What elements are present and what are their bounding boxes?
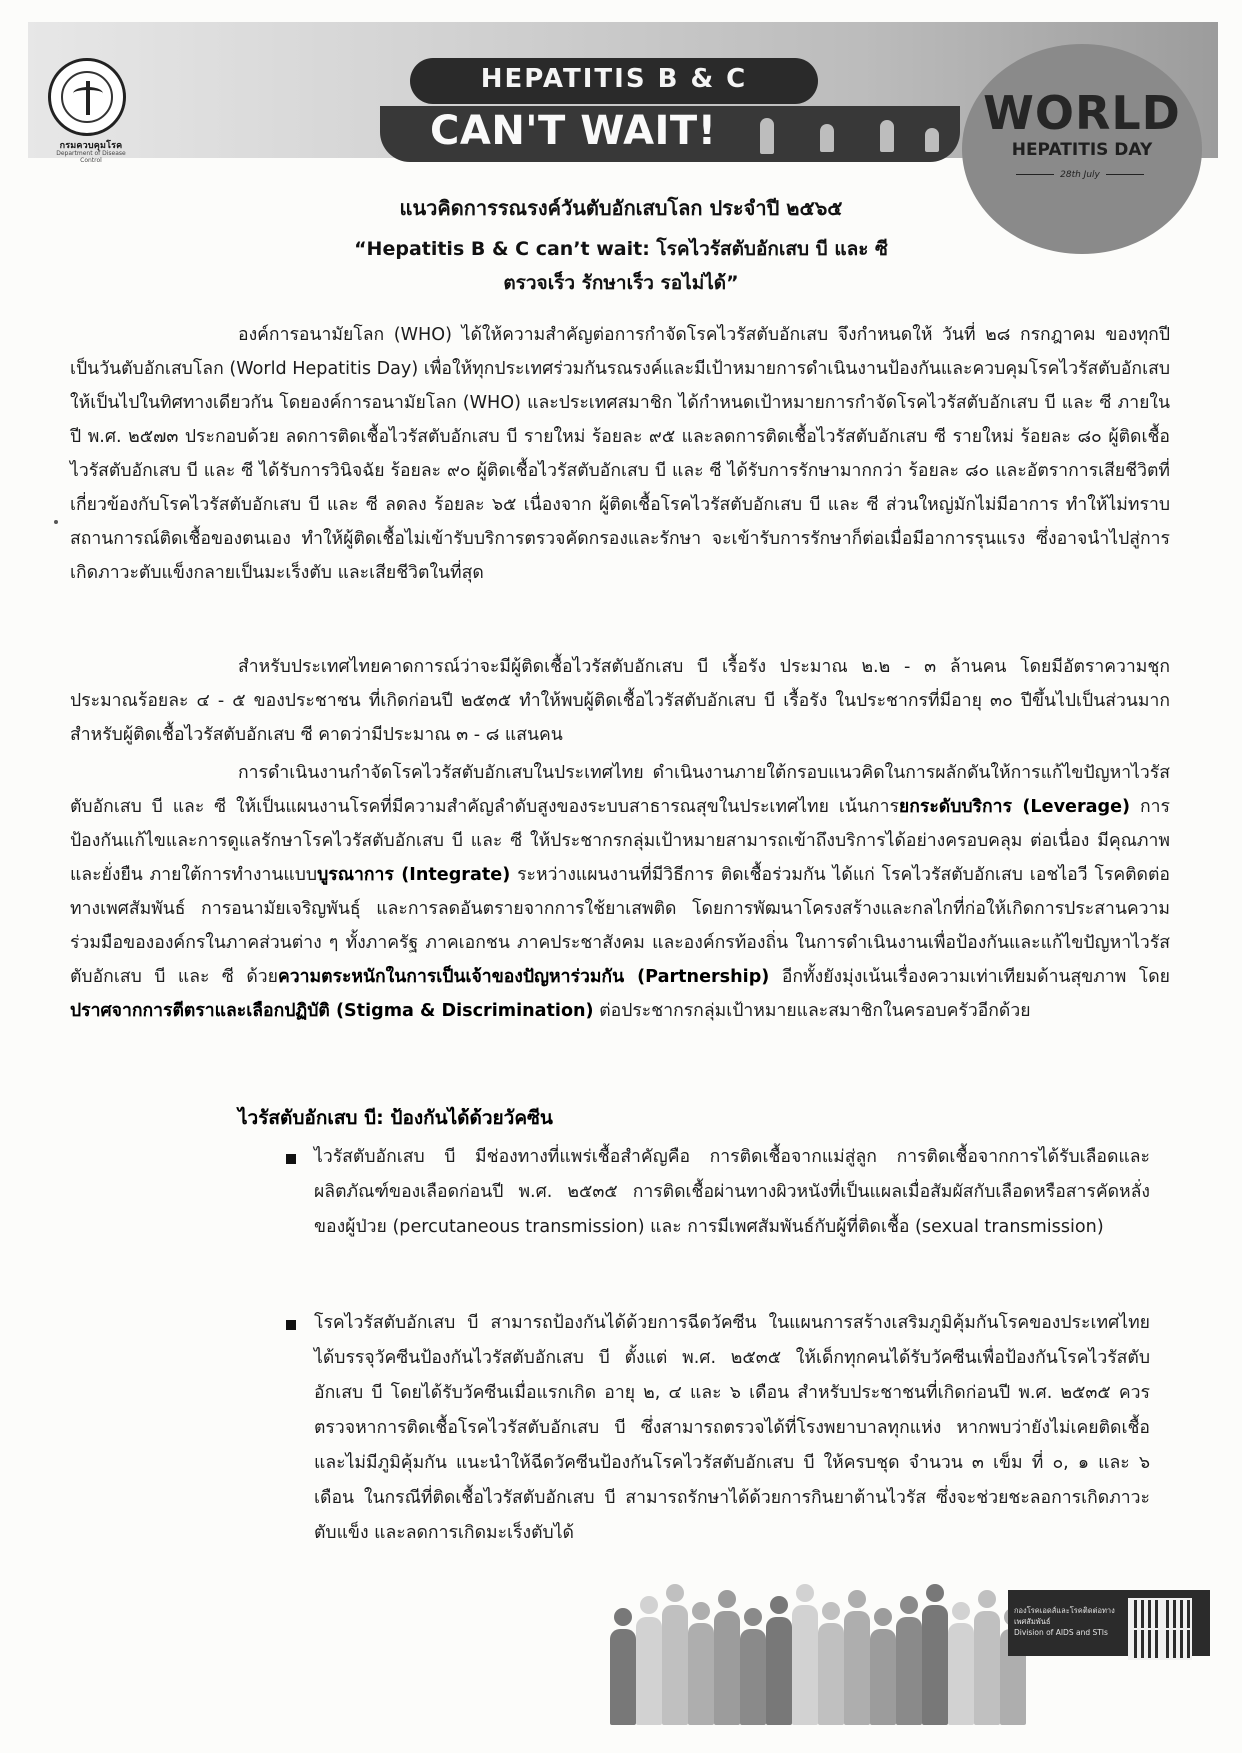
banner-line-2: CAN'T WAIT!: [430, 108, 717, 154]
paragraph-text: ต่อประชากรกลุ่มเป้าหมายและสมาชิกในครอบครัวอีกด้วย: [593, 1001, 1031, 1021]
person-silhouette-icon: [740, 1608, 766, 1725]
person-silhouette-icon: [714, 1590, 740, 1725]
paragraph-text: สำหรับประเทศไทยคาดการณ์ว่าจะมีผู้ติดเชื้อไวรัสตับอักเสบ บี เรื้อรัง ประมาณ ๒.๒ - ๓ ล้านคน โดยมีอัตราความชุกประมาณร้อยละ ๔ - ๕ ของประชาชน ที่เกิดก่อนปี ๒๕๓๕ ทำให้พบผู้ติดเชื้อไวรัสตับอักเสบ บี เรื้อรัง ในประชากรที่มีอายุ ๓๐ ปีขึ้นไปเป็นส่วนมาก สำหรับผู้ติดเชื้อไวรัสตับอักเสบ ซี คาดว่ามีประมาณ ๓ - ๘ แสนคน: [70, 657, 1170, 745]
person-silhouette-icon: [610, 1608, 636, 1725]
paragraph-thailand: [70, 650, 1170, 752]
person-silhouette-icon: [760, 118, 774, 154]
footer-org-name: [1014, 1605, 1122, 1638]
bold-term-partnership: ความตระหนักในการเป็นเจ้าของปัญหาร่วมกัน (Partnership): [277, 967, 770, 987]
person-silhouette-icon: [792, 1584, 818, 1725]
paragraph-text: อีกทั้งยังมุ่งเน้นเรื่องความเท่าเทียมด้านสุขภาพ โดย: [769, 967, 1170, 987]
qr-code-icon: [1128, 1628, 1160, 1660]
person-silhouette-icon: [870, 1608, 896, 1725]
paragraph-text: องค์การอนามัยโลก (WHO) ได้ให้ความสำคัญต่อการกำจัดโรคไวรัสตับอักเสบ จึงกำหนดให้ วันที่ ๒๘ กรกฎาคม ของทุกปี เป็นวันตับอักเสบโลก (World Hepatitis Day) เพื่อให้ทุกประเทศร่วมกันรณรงค์และมีเป้าหมายการดำเนินงานป้องกันและควบคุมโรคไวรัสตับอักเสบให้เป็นไปในทิศทางเดียวกัน โดยองค์การอนามัยโลก (WHO) และประเทศสมาชิก ได้กำหนดเป้าหมายการกำจัดโรคไวรัสตับอักเสบ บี และ ซี ภายในปี พ.ศ. ๒๕๗๓ ประกอบด้วย ลดการติดเชื้อไวรัสตับอักเสบ บี รายใหม่ ร้อยละ ๙๕ และลดการติดเชื้อไวรัสตับอักเสบ ซี รายใหม่ ร้อยละ ๘๐ ผู้ติดเชื้อไวรัสตับอักเสบ บี และ ซี ได้รับการวินิจฉัย ร้อยละ ๙๐ ผู้ติดเชื้อไวรัสตับอักเสบ บี และ ซี ได้รับการรักษามากกว่า ร้อยละ ๘๐ และอัตราการเสียชีวิตที่เกี่ยวข้องกับโรคไวรัสตับอักเสบ บี และ ซี ลดลง ร้อยละ ๖๕ เนื่องจาก ผู้ติดเชื้อโรคไวรัสตับอักเสบ บี และ ซี ส่วนใหญ่มักไม่มีอาการ ทำให้ไม่ทราบสถานการณ์ติดเชื้อของตนเอง ทำให้ผู้ติดเชื้อไม่เข้ารับบริการตรวจคัดกรองและรักษา จะเข้ารับการรักษาก็ต่อเมื่อมีอาการรุนแรง ซึ่งอาจนำไปสู่การเกิดภาวะตับแข็งกลายเป็นมะเร็งตับ และเสียชีวิตในที่สุด: [70, 325, 1170, 583]
person-silhouette-icon: [662, 1584, 688, 1725]
bullet-item-vaccination: โรคไวรัสตับอักเสบ บี สามารถป้องกันได้ด้วยการฉีดวัคซีน ในแผนการสร้างเสริมภูมิคุ้มกันโรคของประเทศไทย ได้บรรจุวัคซีนป้องกันไวรัสตับอักเสบ บี ตั้งแต่ พ.ศ. ๒๕๓๕ ให้เด็กทุกคนได้รับวัคซีนเพื่อป้องกันโรคไวรัสตับอักเสบ บี โดยได้รับวัคซีนเมื่อแรกเกิด อายุ ๒, ๔ และ ๖ เดือน สำหรับประชาชนที่เกิดก่อนปี พ.ศ. ๒๕๓๕ ควรตรวจหาการติดเชื้อโรคไวรัสตับอักเสบ บี ซึ่งสามารถตรวจได้ที่โรงพยาบาลทุกแห่ง หากพบว่ายังไม่เคยติดเชื้อ และไม่มีภูมิคุ้มกัน แนะนำให้ฉีดวัคซีนป้องกันโรคไวรัสตับอักเสบ บี ให้ครบชุด จำนวน ๓ เข็ม ที่ ๐, ๑ และ ๖ เดือน ในกรณีที่ติดเชื้อไวรัสตับอักเสบ บี สามารถรักษาได้ด้วยการกินยาต้านไวรัส ซึ่งจะช่วยชะลอการเกิดภาวะตับแข็ง และลดการเกิดมะเร็งตับได้: [314, 1313, 1150, 1543]
world-hepatitis-logo: WORLD: [983, 86, 1181, 140]
hepatitis-day-date: 28th July: [1005, 170, 1155, 180]
person-silhouette-icon: [818, 1602, 844, 1725]
qr-code-icon: [1160, 1628, 1192, 1660]
document-subtitle-1: “Hepatitis B & C can’t wait: โรคไวรัสตับอักเสบ บี และ ซี: [354, 238, 888, 260]
person-silhouette-icon: [844, 1590, 870, 1725]
person-silhouette-icon: [688, 1602, 714, 1725]
person-silhouette-icon: [922, 1584, 948, 1725]
department-emblem-icon: [48, 58, 126, 136]
person-silhouette-icon: [766, 1596, 792, 1725]
document-title: แนวคิดการรณรงค์วันตับอักเสบโลก ประจำปี ๒๕๖๕: [399, 196, 843, 220]
paragraph-who: [70, 318, 1170, 590]
bullet-square-icon: [286, 1154, 296, 1164]
hepatitis-day-label: HEPATITIS DAY: [1011, 140, 1153, 160]
section-heading-hbv-vaccine: ไวรัสตับอักเสบ บี: ป้องกันได้ด้วยวัคซีน: [238, 1107, 553, 1129]
bold-term-integrate: บูรณาการ (Integrate): [317, 865, 511, 885]
person-silhouette-icon: [880, 120, 894, 152]
person-silhouette-icon: [948, 1602, 974, 1725]
bold-term-stigma: ปราศจากการตีตราและเลือกปฏิบัติ (Stigma & Discrimination): [70, 1001, 594, 1021]
person-silhouette-icon: [974, 1590, 1000, 1725]
person-silhouette-icon: [636, 1596, 662, 1725]
department-name: กรมควบคุมโรค: [59, 141, 123, 151]
person-silhouette-icon: [896, 1596, 922, 1725]
footer-org-name-en: Division of AIDS and STIs: [1014, 1628, 1108, 1637]
paragraph-text: การดำเนินงานกำจัดโรคไวรัสตับอักเสบในประเทศไทย ดำเนินงานภายใต้กรอบแนวคิดในการผลักดันให้การแก้ไขปัญหาไวรัสตับอักเสบ บี และ ซี ให้เป็นแผนงานโรคที่มีความสำคัญลำดับสูงของระบบสาธารณสุขในประเทศไทย เน้นการ: [70, 763, 1170, 817]
bold-term-leverage: ยกระดับบริการ (Leverage): [898, 797, 1131, 817]
person-silhouette-icon: [925, 128, 939, 152]
qr-code-icon: [1128, 1598, 1160, 1630]
scan-artifact-dot: [54, 520, 58, 524]
banner-line-1: HEPATITIS B & C: [480, 64, 748, 94]
paragraph-text: การป้องกันแก้ไขและการดูแลรักษาโรคไวรัสตับอักเสบ บี และ ซี ให้ประชากรกลุ่มเป้าหมายสามารถเข้าถึงบริการได้อย่างครอบคลุม ต่อเนื่อง มีคุณภาพ และยั่งยืน ภายใต้การทำงานแบบ: [70, 797, 1170, 885]
person-silhouette-icon: [820, 124, 834, 152]
document-subtitle-2: ตรวจเร็ว รักษาเร็ว รอไม่ได้”: [503, 272, 739, 294]
paragraph-strategy: [70, 756, 1170, 1028]
bullet-square-icon: [286, 1320, 296, 1330]
footer-org-name-th: กองโรคเอดส์และโรคติดต่อทางเพศสัมพันธ์: [1014, 1606, 1115, 1626]
bullet-item-transmission: ไวรัสตับอักเสบ บี มีช่องทางที่แพร่เชื้อสำคัญคือ การติดเชื้อจากแม่สู่ลูก การติดเชื้อจากการได้รับเลือดและผลิตภัณฑ์ของเลือดก่อนปี พ.ศ. ๒๕๓๕ การติดเชื้อผ่านทางผิวหนังที่เป็นแผลเมื่อสัมผัสกับเลือดหรือสารคัดหลั่งของผู้ป่วย (percutaneous transmission) และ การมีเพศสัมพันธ์กับผู้ที่ติดเชื้อ (sexual transmission): [314, 1147, 1150, 1237]
department-name-en: Department of Disease Control: [56, 150, 126, 164]
paragraph-text: ระหว่างแผนงานที่มีวิธีการ ติดเชื้อร่วมกัน ได้แก่ โรคไวรัสตับอักเสบ เอชไอวี โรคติดต่อทางเพศสัมพันธ์ การอนามัยเจริญพันธุ์ และการลดอันตรายจากการใช้ยาเสพติด โดยการพัฒนาโครงสร้างและกลไกที่ก่อให้เกิดการประสานความร่วมมือขององค์กรในภาคส่วนต่าง ๆ ทั้งภาครัฐ ภาคเอกชน ภาคประชาสังคม และองค์กรท้องถิ่น ในการดำเนินงานเพื่อป้องกันและแก้ไขปัญหาไวรัสตับอักเสบ บี และ ซี ด้วย: [70, 865, 1170, 987]
qr-code-icon: [1160, 1598, 1192, 1630]
